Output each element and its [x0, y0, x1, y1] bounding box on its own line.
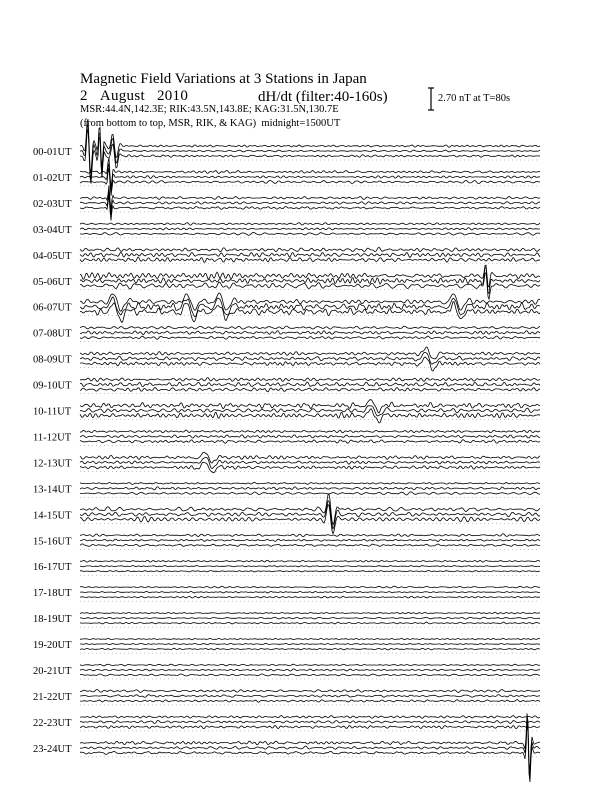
trace-msr	[80, 119, 540, 173]
trace-kag	[80, 302, 540, 323]
trace-rik	[80, 539, 540, 541]
trace-rik	[80, 720, 540, 723]
trace-kag	[80, 674, 540, 676]
row-label: 01-02UT	[33, 172, 72, 184]
row-label: 03-04UT	[33, 224, 72, 236]
row-label: 15-16UT	[33, 536, 72, 548]
row-label: 06-07UT	[33, 302, 72, 314]
trace-rik	[80, 669, 540, 671]
row-label: 12-13UT	[33, 458, 72, 470]
row-label: 22-23UT	[33, 717, 72, 729]
trace-kag	[80, 596, 540, 598]
scale-bar	[428, 88, 434, 110]
trace-kag	[80, 388, 540, 392]
stations-info: MSR:44.4N,142.3E; RIK:43.5N,143.8E; KAG:31.5N,130.7E	[80, 104, 339, 115]
trace-row-09-10UT	[33, 378, 540, 394]
trace-rik	[80, 382, 540, 387]
trace-row-13-14UT	[33, 482, 540, 497]
row-label: 20-21UT	[33, 666, 72, 677]
row-label: 08-09UT	[33, 354, 72, 366]
trace-row-22-23UT	[33, 716, 540, 731]
chart-title: Magnetic Field Variations at 3 Stations in Japan	[80, 71, 367, 87]
trace-kag	[80, 622, 540, 624]
trace-rik	[80, 191, 540, 215]
trace-msr	[80, 664, 540, 666]
scale-bar-label: 2.70 nT at T=80s	[438, 93, 511, 104]
trace-kag	[80, 700, 540, 703]
midnight-note: midnight=1500UT	[261, 118, 341, 129]
trace-row-05-06UT	[33, 265, 540, 299]
trace-rik	[80, 228, 540, 230]
row-label: 16-17UT	[33, 562, 72, 574]
row-label: 05-06UT	[33, 276, 72, 288]
trace-msr	[80, 186, 540, 210]
trace-row-08-09UT	[33, 347, 540, 371]
trace-kag	[80, 726, 540, 729]
trace-row-20-21UT	[33, 664, 540, 679]
trace-msr	[80, 347, 540, 359]
row-label: 14-15UT	[33, 510, 72, 522]
trace-kag	[80, 505, 540, 534]
row-label: 09-10UT	[33, 380, 72, 392]
trace-kag	[80, 492, 540, 495]
row-label: 17-18UT	[33, 588, 72, 600]
date-year: 2010	[156, 88, 189, 104]
trace-msr	[80, 534, 540, 537]
trace-msr	[80, 482, 540, 484]
trace-rik	[80, 487, 540, 490]
trace-rik	[80, 331, 540, 335]
trace-kag	[80, 129, 540, 184]
row-label: 10-11UT	[33, 406, 72, 418]
row-label: 07-08UT	[33, 328, 72, 340]
trace-kag	[80, 462, 540, 472]
quantity-label: dH/dt	[258, 89, 293, 105]
trace-rik	[80, 252, 540, 257]
row-label: 19-20UT	[33, 640, 72, 652]
row-label: 04-05UT	[33, 250, 72, 262]
trace-rik	[80, 163, 540, 192]
row-label: 02-03UT	[33, 198, 72, 210]
trace-rik	[80, 267, 540, 293]
trace-msr	[80, 612, 540, 614]
trace-rik	[80, 643, 540, 644]
trace-rik	[80, 124, 540, 179]
trace-kag	[80, 273, 540, 299]
trace-row-02-03UT	[33, 186, 540, 221]
trace-row-21-22UT	[33, 689, 540, 705]
trace-row-19-20UT	[33, 638, 540, 653]
trace-msr	[80, 223, 540, 225]
trace-msr	[80, 378, 540, 382]
trace-kag	[80, 257, 540, 262]
trace-msr	[80, 265, 540, 287]
trace-row-07-08UT	[33, 326, 540, 342]
trace-row-15-16UT	[33, 534, 540, 550]
trace-rik	[80, 458, 540, 469]
trace-row-17-18UT	[33, 586, 540, 601]
trace-row-03-04UT	[33, 223, 540, 238]
trace-kag	[80, 724, 540, 782]
trace-rik	[80, 435, 540, 438]
trace-msr	[80, 689, 540, 692]
row-label: 11-12UT	[33, 432, 72, 444]
order-note: (from bottom to top, MSR, RIK, & KAG)	[80, 118, 257, 129]
trace-rik	[80, 591, 540, 593]
trace-row-23-24UT	[33, 713, 540, 782]
trace-msr	[80, 560, 540, 562]
row-label: 21-22UT	[33, 691, 72, 703]
trace-kag	[80, 648, 540, 650]
trace-rik	[80, 617, 540, 619]
trace-row-18-19UT	[33, 612, 540, 627]
trace-msr	[80, 716, 540, 719]
trace-kag	[80, 544, 540, 546]
row-label: 18-19UT	[33, 614, 72, 626]
date-day: 2	[80, 88, 88, 104]
trace-row-06-07UT	[33, 293, 540, 323]
trace-rik	[80, 695, 540, 698]
trace-row-11-12UT	[33, 430, 540, 445]
trace-msr	[80, 638, 540, 640]
trace-msr	[80, 586, 540, 588]
trace-row-16-17UT	[33, 560, 540, 575]
trace-msr	[80, 430, 540, 433]
trace-kag	[80, 232, 540, 235]
trace-kag	[80, 571, 540, 572]
trace-msr	[80, 326, 540, 329]
trace-rik	[80, 566, 540, 567]
trace-row-10-11UT	[33, 400, 540, 423]
date-month: August	[99, 88, 145, 104]
trace-msr	[80, 247, 540, 251]
trace-msr	[80, 293, 540, 311]
row-label: 23-24UT	[33, 743, 72, 755]
trace-row-12-13UT	[33, 452, 540, 472]
row-label: 00-01UT	[33, 147, 72, 158]
trace-row-14-15UT	[33, 494, 540, 534]
trace-rik	[80, 501, 540, 529]
trace-rows	[33, 119, 540, 782]
trace-kag	[80, 440, 540, 444]
trace-kag	[80, 336, 540, 339]
filter-label: (filter:40-160s)	[295, 89, 388, 105]
row-label: 13-14UT	[33, 484, 72, 496]
trace-row-04-05UT	[33, 247, 540, 263]
